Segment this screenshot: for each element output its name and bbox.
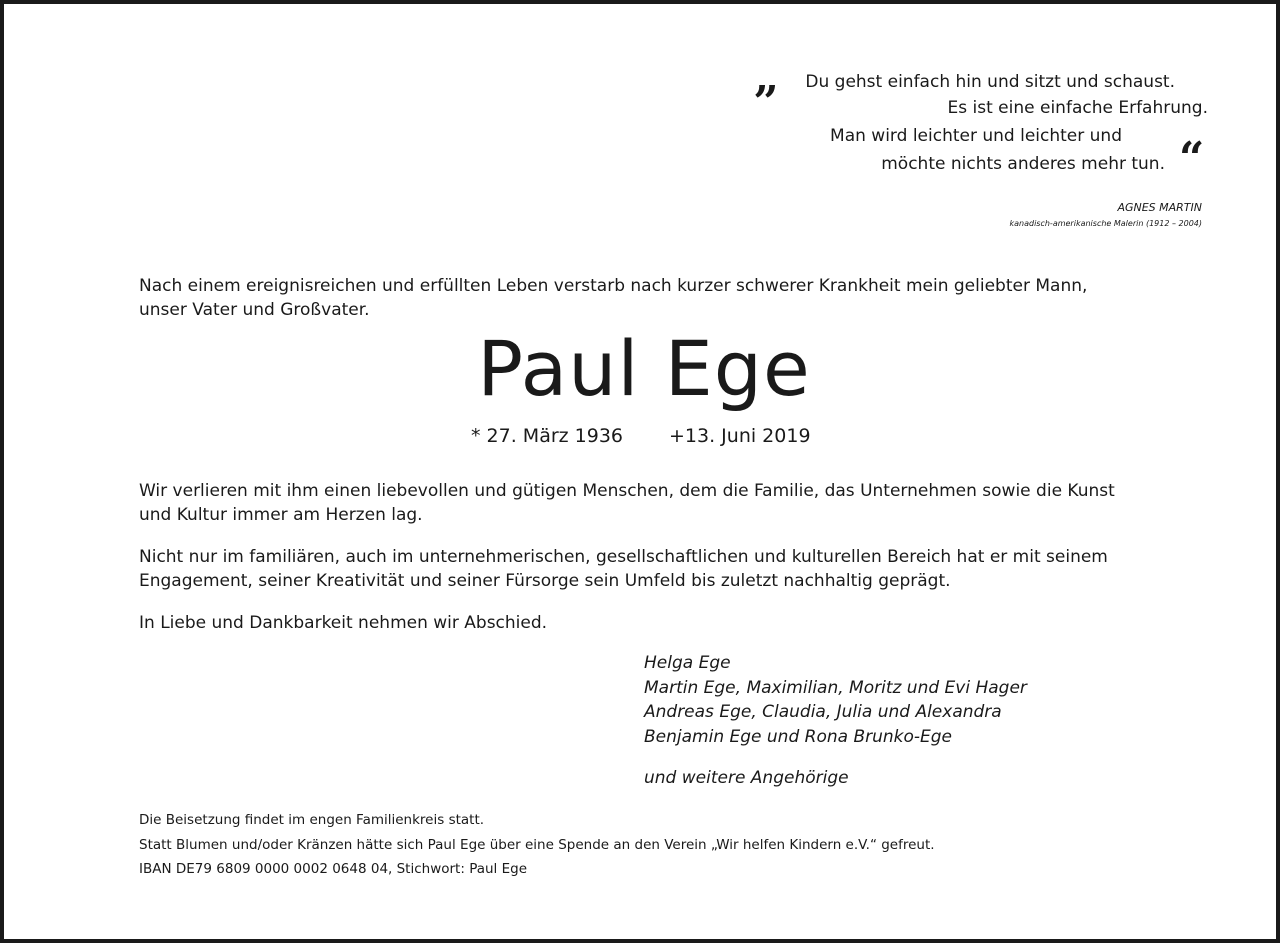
quote-line-1: Du gehst einfach hin und sitzt und schaust. <box>805 72 1175 92</box>
quote-author-description: kanadisch-amerikanische Malerin (1912 – 2004) <box>1009 219 1202 228</box>
closing-quote-mark: “ <box>1179 133 1205 184</box>
opening-quote-mark: „ <box>754 52 780 103</box>
paragraph-3: In Liebe und Dankbarkeit nehmen wir Abschied. <box>139 613 548 633</box>
quote-line-3: Man wird leichter und leichter und <box>830 126 1122 146</box>
quote-line-2: Es ist eine einfache Erfahrung. <box>947 98 1208 118</box>
footer-line-2: Statt Blumen und/oder Kränzen hätte sich Paul Ege über eine Spende an den Verein „Wir helfen Kindern e.V.“ gefreut. <box>139 837 935 853</box>
signatory-4: Benjamin Ege und Rona Brunko-Ege <box>644 727 953 747</box>
birth-date: * 27. März 1936 <box>471 425 624 447</box>
death-date: +13. Juni 2019 <box>669 425 811 447</box>
footer-line-3: IBAN DE79 6809 0000 0002 0648 04, Stichwort: Paul Ege <box>139 861 527 877</box>
signatory-1: Helga Ege <box>644 653 731 673</box>
signatory-extra: und weitere Angehörige <box>644 768 849 788</box>
paragraph-1: Wir verlieren mit ihm einen liebevollen und gütigen Menschen, dem die Familie, das Unternehmen sowie die Kunst und Kultur immer am Herzen lag. <box>139 481 1115 525</box>
footer-line-1: Die Beisetzung findet im engen Familienkreis statt. <box>139 812 485 828</box>
signatory-2: Martin Ege, Maximilian, Moritz und Evi Hager <box>644 678 1027 698</box>
signatory-3: Andreas Ege, Claudia, Julia und Alexandra <box>644 702 1002 722</box>
intro-text: Nach einem ereignisreichen und erfüllten Leben verstarb nach kurzer schwerer Krankheit mein geliebter Mann, unser Vater und Großvater. <box>139 276 1088 320</box>
paragraph-2: Nicht nur im familiären, auch im unternehmerischen, gesellschaftlichen und kulturellen Bereich hat er mit seinem Engagement, seiner Kreativität und seiner Fürsorge sein Umfeld bis zuletzt nachhaltig geprägt. <box>139 547 1108 591</box>
quote-author: AGNES MARTIN <box>1117 201 1202 214</box>
quote-line-4: möchte nichts anderes mehr tun. <box>881 154 1165 174</box>
deceased-name: Paul Ege <box>477 324 811 413</box>
